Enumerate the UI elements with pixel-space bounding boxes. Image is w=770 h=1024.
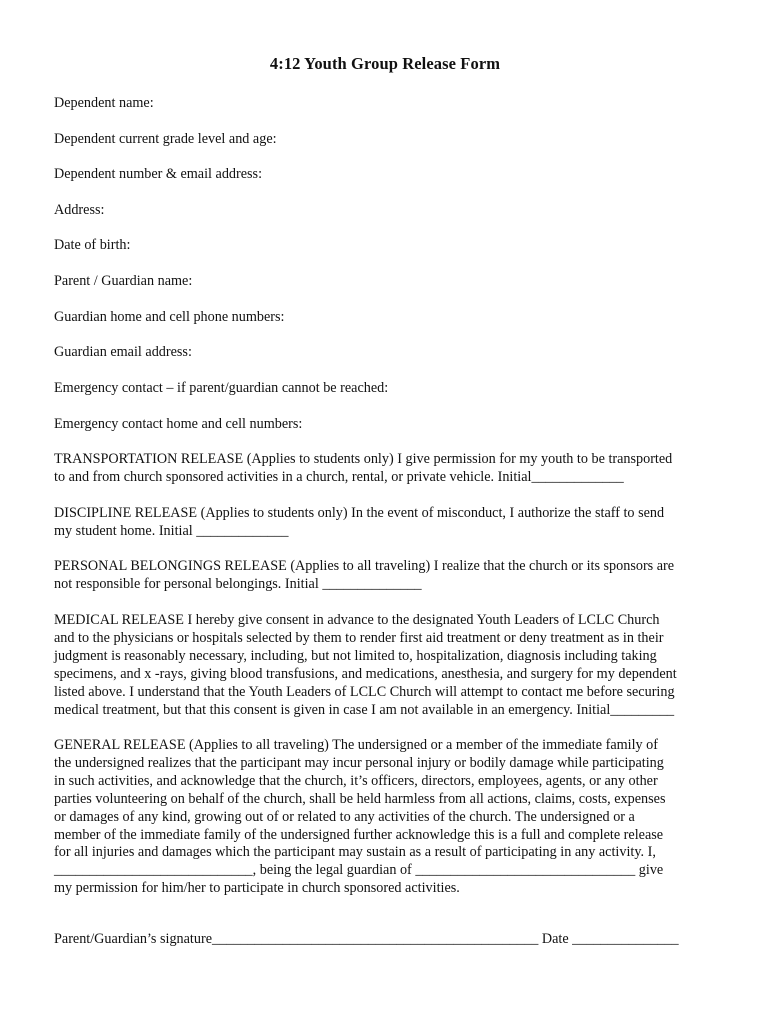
paragraph-line: or damages of any kind, growing out of or related to any activities of the church. The undersigned or a [54,808,635,825]
field-dependent-number-email: Dependent number & email address: [54,166,263,182]
paragraph-line: my student home. Initial _____________ [54,522,289,539]
field-guardian-name: Parent / Guardian name: [54,273,193,289]
form-title: 4:12 Youth Group Release Form [269,54,501,73]
medical-release [54,612,724,719]
field-grade-and-age: Dependent current grade level and age: [54,131,277,147]
field-guardian-phones: Guardian home and cell phone numbers: [54,309,285,325]
field-address: Address: [54,202,105,218]
paragraph-line: the undersigned realizes that the participant may incur personal injury or bodily damage while participating [54,754,664,771]
field-dependent-name: Dependent name: [54,95,154,111]
paragraph-line: DISCIPLINE RELEASE (Applies to students only) In the event of misconduct, I authorize the staff to send [54,505,665,521]
paragraph-line: my permission for him/her to participate in church sponsored activities. [54,880,460,897]
general-release [54,737,724,898]
paragraph-line: judgment is reasonably necessary, including, but not limited to, hospitalization, diagnosis including taking [54,647,657,664]
paragraph-line: not responsible for personal belongings. Initial ______________ [54,575,422,592]
field-emergency-contact: Emergency contact – if parent/guardian cannot be reached: [54,380,389,396]
paragraph-line: in such activities, and acknowledge that the church, it’s officers, directors, employees, agents, or any other [54,772,658,789]
paragraph-line: member of the immediate family of the undersigned further acknowledge this is a full and complete release [54,826,664,843]
discipline-release [54,505,724,541]
paragraph-line: to and from church sponsored activities in a church, rental, or private vehicle. Initial_____________ [54,468,624,485]
paragraph-line: PERSONAL BELONGINGS RELEASE (Applies to all traveling) I realize that the church or its sponsors are [54,558,675,574]
paragraph-line: parties volunteering on behalf of the church, shall be held harmless from all actions, claims, costs, expenses [54,790,666,807]
paragraph-line: and to the physicians or hospitals selected by them to render first aid treatment or deny treatment as in their [54,629,664,646]
field-emergency-numbers: Emergency contact home and cell numbers: [54,416,303,432]
signature-date-line: Parent/Guardian’s signature______________________________________________ Date _______________ [54,931,679,947]
paragraph-line: for all injuries and damages which the participant may sustain as a result of participating in any activity. I, [54,844,656,861]
paragraph-line: specimens, and x -rays, giving blood transfusions, and medications, anesthesia, and surgery for my dependent [54,665,677,682]
transportation-release [54,451,724,487]
paragraph-line: TRANSPORTATION RELEASE (Applies to students only) I give permission for my youth to be transported [54,451,673,467]
paragraph-line: GENERAL RELEASE (Applies to all traveling) The undersigned or a member of the immediate family of [54,737,658,753]
paragraph-line: medical treatment, but that this consent is given in case I am not available in an emergency. Initial_________ [54,701,675,718]
personal-belongings-release [54,558,724,594]
field-date-of-birth: Date of birth: [54,237,131,253]
paragraph-line: listed above. I understand that the Youth Leaders of LCLC Church will attempt to contact me before securing [54,683,675,700]
paragraph-line: ____________________________, being the legal guardian of _______________________________ give [54,862,664,879]
paragraph-line: MEDICAL RELEASE I hereby give consent in advance to the designated Youth Leaders of LCLC Church [54,612,660,628]
field-guardian-email: Guardian email address: [54,344,192,360]
